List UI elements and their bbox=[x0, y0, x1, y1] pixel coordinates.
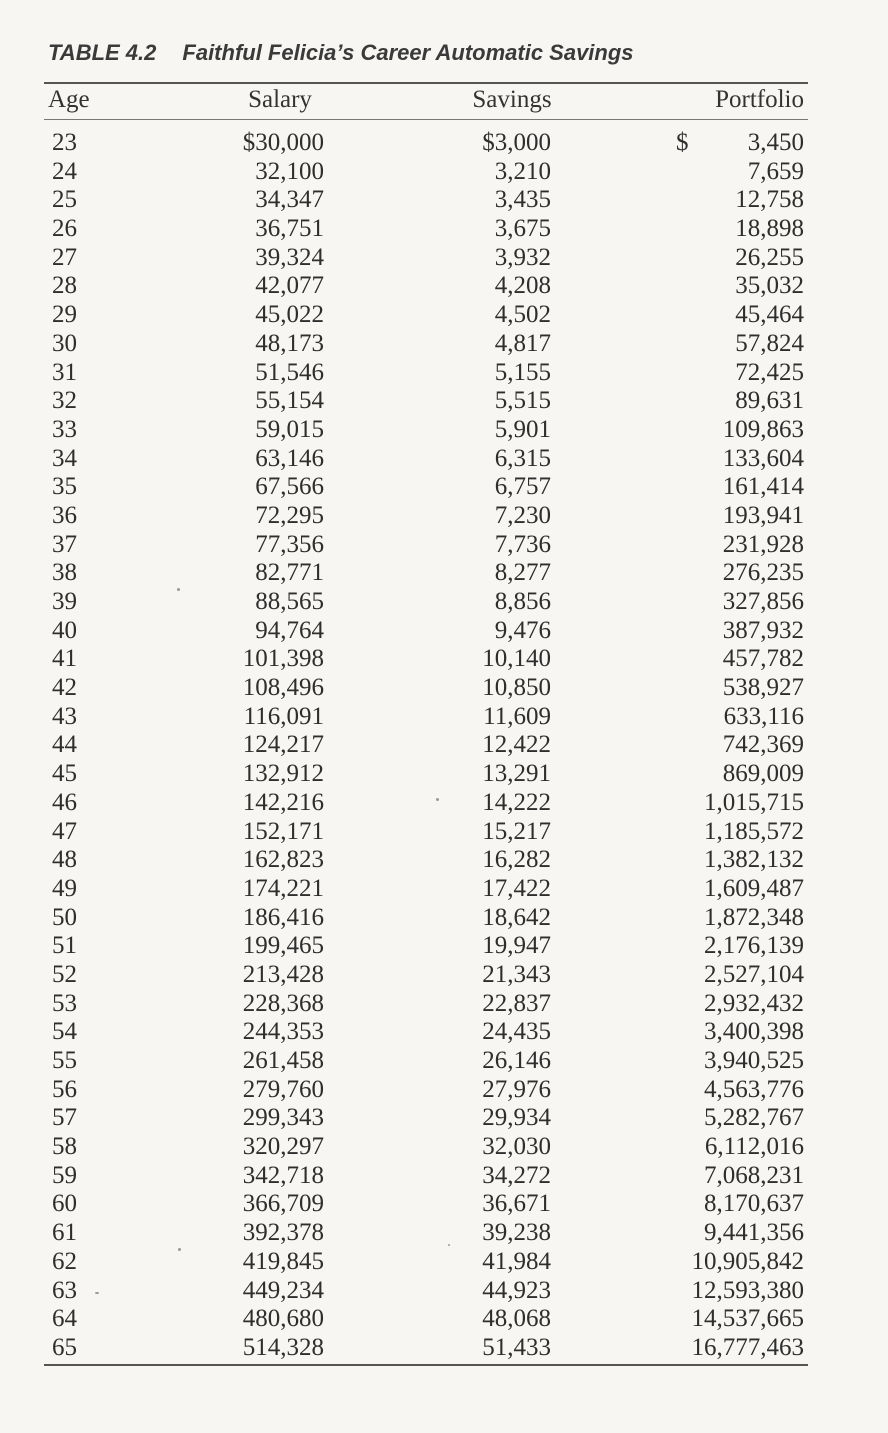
cell-salary: $30,000 bbox=[242, 129, 324, 156]
cell-age: 54 bbox=[52, 1018, 77, 1046]
scan-speck bbox=[177, 588, 180, 591]
cell-age: 26 bbox=[52, 215, 77, 243]
cell-age: 46 bbox=[52, 788, 77, 816]
cell-age: 41 bbox=[52, 645, 77, 673]
table-row bbox=[0, 1190, 888, 1219]
cell-savings: 4,208 bbox=[494, 272, 551, 300]
cell-salary: 116,091 bbox=[243, 702, 324, 730]
table-row bbox=[0, 445, 888, 474]
cell-age: 65 bbox=[52, 1333, 77, 1361]
cell-age: 58 bbox=[52, 1133, 77, 1161]
cell-savings: 8,856 bbox=[494, 588, 551, 615]
cell-age: 32 bbox=[52, 387, 77, 415]
table-row bbox=[0, 760, 888, 789]
cell-portfolio: 1,872,348 bbox=[704, 903, 804, 931]
cell-salary: 174,221 bbox=[242, 874, 324, 902]
cell-salary: 32,100 bbox=[255, 157, 324, 185]
cell-portfolio: 7,068,231 bbox=[704, 1161, 804, 1189]
cell-portfolio: 89,631 bbox=[735, 387, 804, 415]
cell-salary: 34,347 bbox=[255, 186, 324, 214]
cell-savings: 3,675 bbox=[494, 215, 551, 243]
cell-age: 36 bbox=[52, 501, 77, 529]
table-row bbox=[0, 473, 888, 502]
cell-salary: 82,771 bbox=[255, 559, 324, 587]
cell-savings: 39,238 bbox=[482, 1219, 551, 1247]
table-row bbox=[0, 818, 888, 847]
cell-salary: 67,566 bbox=[255, 473, 324, 501]
cell-portfolio: 35,032 bbox=[735, 272, 804, 300]
cell-savings: 18,642 bbox=[482, 903, 551, 931]
table-body bbox=[0, 129, 888, 1363]
cell-savings: 12,422 bbox=[482, 731, 551, 759]
cell-salary: 392,378 bbox=[242, 1219, 324, 1247]
table-row bbox=[0, 1104, 888, 1133]
table-row bbox=[0, 1248, 888, 1277]
table-row bbox=[0, 617, 888, 646]
cell-age: 43 bbox=[52, 702, 77, 730]
cell-portfolio: 26,255 bbox=[735, 243, 804, 271]
cell-salary: 45,022 bbox=[255, 301, 324, 329]
cell-salary: 72,295 bbox=[255, 501, 324, 529]
table-row bbox=[0, 301, 888, 330]
cell-age: 37 bbox=[52, 530, 77, 558]
table-row bbox=[0, 789, 888, 818]
cell-age: 33 bbox=[52, 415, 77, 443]
cell-salary: 261,458 bbox=[242, 1047, 324, 1074]
cell-age: 55 bbox=[52, 1047, 77, 1074]
table-number: TABLE 4.2 bbox=[48, 40, 157, 65]
cell-portfolio: 18,898 bbox=[735, 215, 804, 243]
cell-age: 52 bbox=[52, 960, 77, 988]
cell-salary: 514,328 bbox=[242, 1333, 324, 1361]
cell-savings: 4,502 bbox=[494, 301, 551, 329]
cell-salary: 279,760 bbox=[242, 1075, 324, 1103]
cell-age: 40 bbox=[52, 616, 77, 644]
cell-age: 50 bbox=[52, 903, 77, 931]
cell-portfolio: 2,527,104 bbox=[704, 960, 804, 988]
cell-portfolio: 72,425 bbox=[735, 358, 804, 386]
scan-speck bbox=[178, 1248, 181, 1251]
cell-age: 34 bbox=[52, 444, 77, 472]
cell-savings: 10,850 bbox=[482, 674, 551, 702]
cell-salary: 320,297 bbox=[242, 1133, 324, 1161]
cell-savings: 9,476 bbox=[494, 616, 551, 644]
cell-age: 61 bbox=[52, 1219, 77, 1247]
cell-portfolio: 3,940,525 bbox=[704, 1047, 804, 1074]
cell-salary: 449,234 bbox=[242, 1276, 324, 1304]
cell-savings: 7,230 bbox=[494, 501, 551, 529]
cell-age: 56 bbox=[52, 1075, 77, 1103]
table-row bbox=[0, 1047, 888, 1076]
cell-salary: 39,324 bbox=[255, 243, 324, 271]
cell-savings: 48,068 bbox=[482, 1305, 551, 1333]
table-row bbox=[0, 186, 888, 215]
top-rule bbox=[44, 82, 808, 84]
cell-portfolio: 5,282,767 bbox=[704, 1104, 804, 1132]
table-row bbox=[0, 531, 888, 560]
cell-salary: 419,845 bbox=[242, 1247, 324, 1275]
table-row bbox=[0, 158, 888, 187]
cell-salary: 42,077 bbox=[255, 272, 324, 300]
cell-portfolio: 1,015,715 bbox=[704, 788, 804, 816]
cell-portfolio: 8,170,637 bbox=[704, 1190, 804, 1218]
cell-age: 27 bbox=[52, 243, 77, 271]
cell-savings: 3,210 bbox=[494, 157, 551, 185]
table-row bbox=[0, 1162, 888, 1191]
header-savings: Savings bbox=[472, 86, 552, 113]
cell-portfolio: 7,659 bbox=[747, 157, 804, 185]
cell-salary: 48,173 bbox=[255, 329, 324, 357]
cell-savings: 5,901 bbox=[494, 415, 551, 443]
cell-portfolio: 2,932,432 bbox=[704, 989, 804, 1017]
table-row bbox=[0, 645, 888, 674]
cell-portfolio: 6,112,016 bbox=[704, 1133, 804, 1161]
cell-savings: 11,609 bbox=[483, 702, 551, 730]
cell-portfolio: 57,824 bbox=[735, 329, 804, 357]
scan-speck bbox=[448, 1244, 450, 1246]
cell-savings: 13,291 bbox=[482, 760, 551, 788]
table-row bbox=[0, 875, 888, 904]
header-age: Age bbox=[48, 86, 90, 113]
cell-portfolio: 161,414 bbox=[722, 473, 804, 501]
cell-salary: 94,764 bbox=[255, 616, 324, 644]
cell-salary: 101,398 bbox=[242, 645, 324, 673]
cell-portfolio: 16,777,463 bbox=[691, 1333, 804, 1361]
cell-savings: $3,000 bbox=[482, 129, 551, 156]
cell-savings: 22,837 bbox=[482, 989, 551, 1017]
cell-salary: 77,356 bbox=[255, 530, 324, 558]
cell-savings: 32,030 bbox=[482, 1133, 551, 1161]
table-row bbox=[0, 846, 888, 875]
cell-savings: 10,140 bbox=[482, 645, 551, 673]
cell-savings: 14,222 bbox=[482, 788, 551, 816]
header-portfolio: Portfolio bbox=[715, 86, 804, 113]
cell-portfolio: 45,464 bbox=[735, 301, 804, 329]
cell-savings: 26,146 bbox=[482, 1047, 551, 1074]
cell-portfolio: 3,400,398 bbox=[704, 1018, 804, 1046]
cell-salary: 213,428 bbox=[242, 960, 324, 988]
cell-savings: 17,422 bbox=[482, 874, 551, 902]
cell-portfolio: 193,941 bbox=[722, 501, 804, 529]
cell-age: 57 bbox=[52, 1104, 77, 1132]
cell-savings: 8,277 bbox=[494, 559, 551, 587]
cell-portfolio: 869,009 bbox=[722, 760, 804, 788]
cell-portfolio: 276,235 bbox=[722, 559, 804, 587]
cell-savings: 29,934 bbox=[482, 1104, 551, 1132]
cell-salary: 142,216 bbox=[242, 788, 324, 816]
cell-salary: 199,465 bbox=[242, 932, 324, 960]
table-row bbox=[0, 703, 888, 732]
table-row bbox=[0, 272, 888, 301]
cell-portfolio: 742,369 bbox=[722, 731, 804, 759]
cell-salary: 108,496 bbox=[242, 674, 324, 702]
table-row bbox=[0, 1133, 888, 1162]
table-row bbox=[0, 416, 888, 445]
cell-age: 39 bbox=[52, 588, 77, 615]
table-row bbox=[0, 1334, 888, 1363]
cell-portfolio: 12,593,380 bbox=[691, 1276, 804, 1304]
cell-salary: 55,154 bbox=[255, 387, 324, 415]
cell-salary: 186,416 bbox=[242, 903, 324, 931]
table-row bbox=[0, 1219, 888, 1248]
cell-age: 42 bbox=[52, 674, 77, 702]
cell-age: 47 bbox=[52, 817, 77, 845]
table-row bbox=[0, 215, 888, 244]
cell-age: 48 bbox=[52, 846, 77, 874]
scan-speck bbox=[95, 1292, 99, 1294]
cell-portfolio: 538,927 bbox=[722, 674, 804, 702]
cell-salary: 88,565 bbox=[255, 588, 324, 615]
table-title bbox=[48, 40, 634, 66]
cell-salary: 299,343 bbox=[242, 1104, 324, 1132]
cell-age: 59 bbox=[52, 1161, 77, 1189]
table-row bbox=[0, 359, 888, 388]
cell-savings: 6,757 bbox=[494, 473, 551, 501]
cell-salary: 63,146 bbox=[255, 444, 324, 472]
cell-savings: 24,435 bbox=[482, 1018, 551, 1046]
cell-portfolio: 109,863 bbox=[722, 415, 804, 443]
cell-portfolio: 14,537,665 bbox=[691, 1305, 804, 1333]
cell-savings: 15,217 bbox=[482, 817, 551, 845]
cell-salary: 124,217 bbox=[242, 731, 324, 759]
cell-salary: 244,353 bbox=[242, 1018, 324, 1046]
cell-age: 63 bbox=[52, 1276, 77, 1304]
cell-age: 49 bbox=[52, 874, 77, 902]
table-row bbox=[0, 1018, 888, 1047]
cell-portfolio: 457,782 bbox=[722, 645, 804, 673]
table-row bbox=[0, 244, 888, 273]
cell-salary: 132,912 bbox=[242, 760, 324, 788]
cell-age: 29 bbox=[52, 301, 77, 329]
table-row bbox=[0, 990, 888, 1019]
cell-age: 44 bbox=[52, 731, 77, 759]
table-row bbox=[0, 559, 888, 588]
table-caption: Faithful Felicia’s Career Automatic Savings bbox=[182, 40, 634, 65]
cell-savings: 5,155 bbox=[494, 358, 551, 386]
cell-savings: 7,736 bbox=[494, 530, 551, 558]
cell-portfolio: 387,932 bbox=[722, 616, 804, 644]
cell-salary: 162,823 bbox=[242, 846, 324, 874]
cell-savings: 27,976 bbox=[482, 1075, 551, 1103]
cell-portfolio: 1,609,487 bbox=[704, 874, 804, 902]
table-row bbox=[0, 932, 888, 961]
table-row bbox=[0, 330, 888, 359]
cell-savings: 5,515 bbox=[494, 387, 551, 415]
cell-age: 35 bbox=[52, 473, 77, 501]
cell-portfolio: 133,604 bbox=[722, 444, 804, 472]
cell-savings: 41,984 bbox=[482, 1247, 551, 1275]
cell-savings: 3,435 bbox=[494, 186, 551, 214]
cell-salary: 342,718 bbox=[242, 1161, 324, 1189]
cell-savings: 19,947 bbox=[482, 932, 551, 960]
cell-savings: 16,282 bbox=[482, 846, 551, 874]
cell-portfolio: 327,856 bbox=[722, 588, 804, 615]
cell-age: 53 bbox=[52, 989, 77, 1017]
cell-savings: 34,272 bbox=[482, 1161, 551, 1189]
cell-portfolio: 231,928 bbox=[722, 530, 804, 558]
cell-age: 45 bbox=[52, 760, 77, 788]
table-row bbox=[0, 731, 888, 760]
cell-age: 62 bbox=[52, 1247, 77, 1275]
portfolio-currency-symbol: $ bbox=[676, 129, 689, 156]
header-salary: Salary bbox=[248, 86, 312, 113]
cell-portfolio: 633,116 bbox=[723, 702, 804, 730]
cell-portfolio: 2,176,139 bbox=[704, 932, 804, 960]
cell-salary: 59,015 bbox=[255, 415, 324, 443]
bottom-rule bbox=[44, 1364, 808, 1366]
table-row bbox=[0, 1076, 888, 1105]
cell-savings: 51,433 bbox=[482, 1333, 551, 1361]
cell-salary: 152,171 bbox=[242, 817, 324, 845]
cell-age: 60 bbox=[52, 1190, 77, 1218]
table-row bbox=[0, 588, 888, 617]
table-row bbox=[0, 674, 888, 703]
cell-age: 23 bbox=[52, 129, 77, 156]
table-row bbox=[0, 1305, 888, 1334]
cell-portfolio: 4,563,776 bbox=[704, 1075, 804, 1103]
cell-salary: 51,546 bbox=[255, 358, 324, 386]
cell-age: 51 bbox=[52, 932, 77, 960]
cell-savings: 21,343 bbox=[482, 960, 551, 988]
table-header bbox=[0, 86, 888, 118]
cell-portfolio: 1,185,572 bbox=[704, 817, 804, 845]
cell-salary: 480,680 bbox=[242, 1305, 324, 1333]
cell-salary: 228,368 bbox=[242, 989, 324, 1017]
cell-age: 38 bbox=[52, 559, 77, 587]
cell-salary: 366,709 bbox=[242, 1190, 324, 1218]
table-row bbox=[0, 904, 888, 933]
scan-speck bbox=[436, 798, 439, 801]
cell-age: 25 bbox=[52, 186, 77, 214]
table-row bbox=[0, 1277, 888, 1306]
table-row bbox=[0, 387, 888, 416]
cell-portfolio: 12,758 bbox=[735, 186, 804, 214]
cell-age: 64 bbox=[52, 1305, 77, 1333]
cell-age: 31 bbox=[52, 358, 77, 386]
header-rule bbox=[44, 119, 808, 120]
cell-savings: 4,817 bbox=[494, 329, 551, 357]
cell-savings: 6,315 bbox=[494, 444, 551, 472]
cell-portfolio: 3,450 bbox=[747, 129, 804, 156]
cell-portfolio: 1,382,132 bbox=[704, 846, 804, 874]
cell-savings: 44,923 bbox=[482, 1276, 551, 1304]
cell-portfolio: 9,441,356 bbox=[704, 1219, 804, 1247]
table-row bbox=[0, 961, 888, 990]
cell-savings: 3,932 bbox=[494, 243, 551, 271]
cell-age: 24 bbox=[52, 157, 77, 185]
cell-age: 30 bbox=[52, 329, 77, 357]
cell-savings: 36,671 bbox=[482, 1190, 551, 1218]
table-row bbox=[0, 502, 888, 531]
cell-portfolio: 10,905,842 bbox=[691, 1247, 804, 1275]
cell-salary: 36,751 bbox=[255, 215, 324, 243]
cell-age: 28 bbox=[52, 272, 77, 300]
table-row bbox=[0, 129, 888, 158]
